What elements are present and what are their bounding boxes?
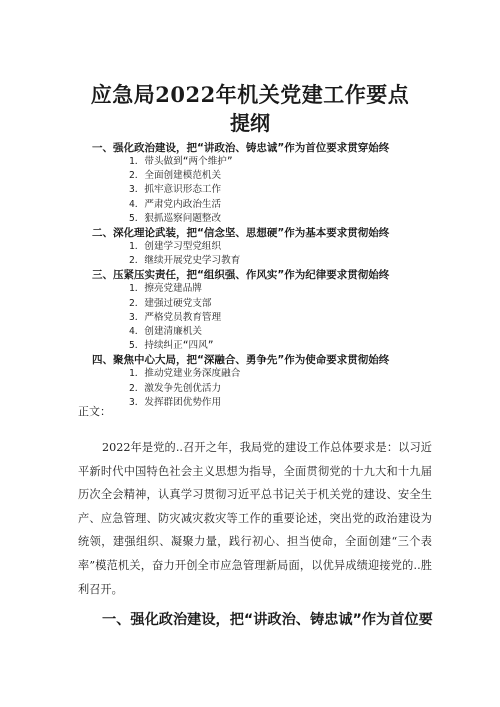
outline-item: 1．创建学习型党组织 bbox=[129, 241, 222, 253]
document-subtitle: 提纲 bbox=[230, 111, 270, 135]
outline-section-heading: 四、聚焦中心大局，把“深融合、勇争先”作为使命要求贯彻始终 bbox=[92, 354, 390, 367]
outline-item: 3．严格党员教育管理 bbox=[129, 311, 222, 323]
outline-item: 4．创建清廉机关 bbox=[129, 326, 202, 338]
outline-item: 2．建强过硬党支部 bbox=[129, 297, 212, 309]
outline-item: 5．持续纠正“四风” bbox=[129, 340, 214, 352]
outline-item: 2．继续开展党史学习教育 bbox=[129, 255, 241, 267]
outline-item: 1．擦亮党建品牌 bbox=[129, 283, 202, 295]
body-paragraph: 2022年是党的..召开之年，我局党的建设工作总体要求是：以习近平新时代中国特色社会主义思想为指导，全面贯彻党的十九大和十九届历次全会精神，认真学习贯彻习近平总书记关于机关党的建设、安全生产、应急管理、防灾减灾救灾等工作的重要论述，突出党的政治建设为统领，建强组织、凝聚力量，践行初心、担当使命，全面创建“三个表率”模范机关，奋力开创全市应急管理新局面，以优异成绩迎接党的..胜利召开。 bbox=[78, 441, 432, 596]
outline bbox=[92, 141, 452, 410]
outline-section-heading: 一、强化政治建设，把“讲政治、铸忠诚”作为首位要求贯穿始终 bbox=[92, 142, 390, 154]
outline-item: 1．带头做到“两个维护” bbox=[129, 156, 233, 167]
outline-section-heading: 三、压紧压实责任，把“组织强、作风实”作为纪律要求贯彻始终 bbox=[92, 269, 390, 282]
outline-item: 2．全面创建模范机关 bbox=[129, 170, 222, 182]
outline-item: 2．激发争先创优活力 bbox=[129, 382, 222, 394]
document-title: 应急局2022年机关党建工作要点 bbox=[90, 82, 410, 107]
outline-item: 3．抓牢意识形态工作 bbox=[129, 184, 222, 196]
outline-item: 1．推动党建业务深度融合 bbox=[129, 368, 241, 380]
outline-item: 5．狠抓巡察问题整改 bbox=[129, 212, 222, 224]
outline-item: 4．严肃党内政治生活 bbox=[129, 198, 222, 210]
outline-section-heading: 二、深化理论武装，把“信念坚、思想硬”作为基本要求贯彻始终 bbox=[92, 227, 390, 240]
outline-item: 3．发挥群团优势作用 bbox=[129, 396, 222, 408]
body-label: 正文： bbox=[78, 405, 111, 418]
section-heading: 一、强化政治建设，把“讲政治、铸忠诚”作为首位要 bbox=[102, 612, 433, 628]
